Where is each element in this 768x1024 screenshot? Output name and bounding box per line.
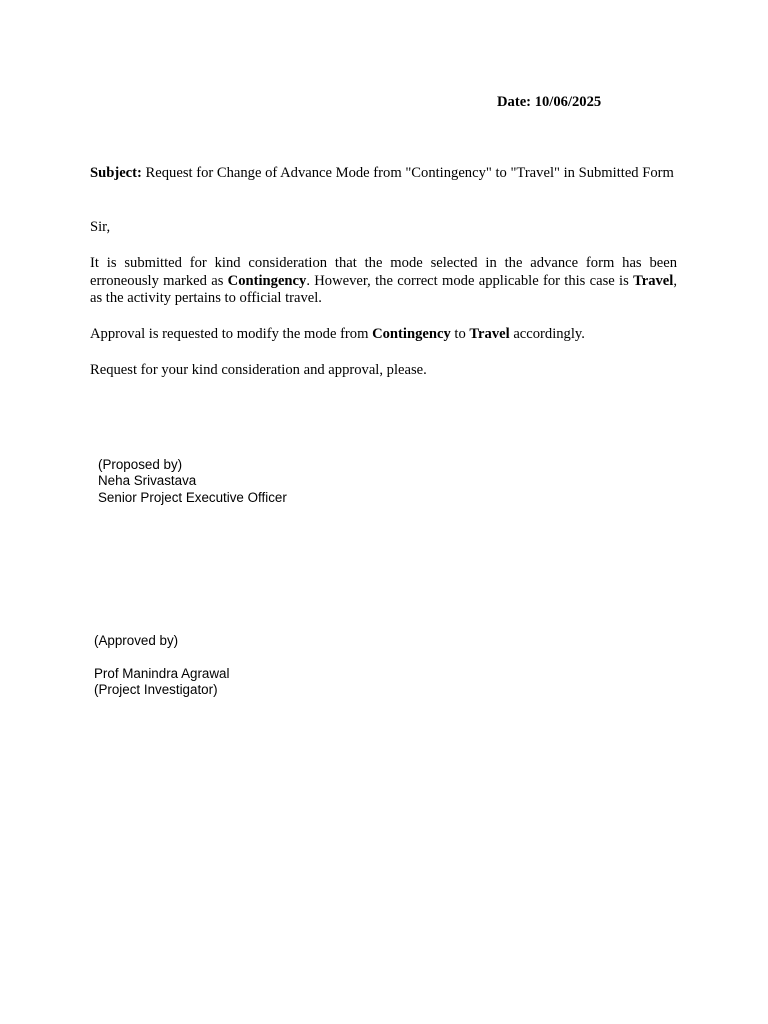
paragraph1-text-3: , as the activity pertains to official travel. <box>90 272 677 307</box>
paragraph2-text-3: accordingly. <box>509 326 585 342</box>
paragraph1-bold-contingency: Contingency <box>227 272 307 289</box>
salutation: Sir, <box>90 219 111 235</box>
paragraph1-text-1: It is submitted for kind consideration that the mode selected in the advance form has been erroneously marked as <box>90 255 677 289</box>
proposer-name: Neha Srivastava <box>98 473 197 489</box>
letter-date <box>497 94 601 112</box>
approved-by-label: (Approved by) <box>94 633 179 648</box>
body-paragraph-3: Request for your kind consideration and approval, please. <box>90 362 427 378</box>
paragraph2-bold-contingency: Contingency <box>372 326 451 342</box>
paragraph2-bold-travel: Travel <box>469 326 510 342</box>
paragraph2-text-1: Approval is requested to modify the mode from <box>90 326 373 342</box>
subject-text: Request for Change of Advance Mode from "Contingency" to "Travel" in Submitted Form <box>145 165 674 181</box>
signature-gap <box>94 649 229 665</box>
date-value: 10/06/2025 <box>534 94 602 110</box>
date-label: Date: <box>497 94 532 110</box>
body-paragraph-1 <box>90 255 677 308</box>
proposer-designation: Senior Project Executive Officer <box>98 489 287 505</box>
body-paragraph-2 <box>90 326 677 344</box>
approver-name: Prof Manindra Agrawal <box>94 665 230 681</box>
subject-line <box>90 165 677 183</box>
paragraph1-text-2: . However, the correct mode applicable for this case is <box>306 272 634 289</box>
subject-label: Subject: <box>90 165 142 181</box>
paragraph1-bold-travel: Travel <box>633 272 674 289</box>
proposed-by-block <box>98 457 287 506</box>
approver-designation: (Project Investigator) <box>94 681 218 697</box>
paragraph2-text-2: to <box>450 326 470 342</box>
approved-by-block <box>94 633 229 698</box>
proposed-by-label: (Proposed by) <box>98 457 183 472</box>
